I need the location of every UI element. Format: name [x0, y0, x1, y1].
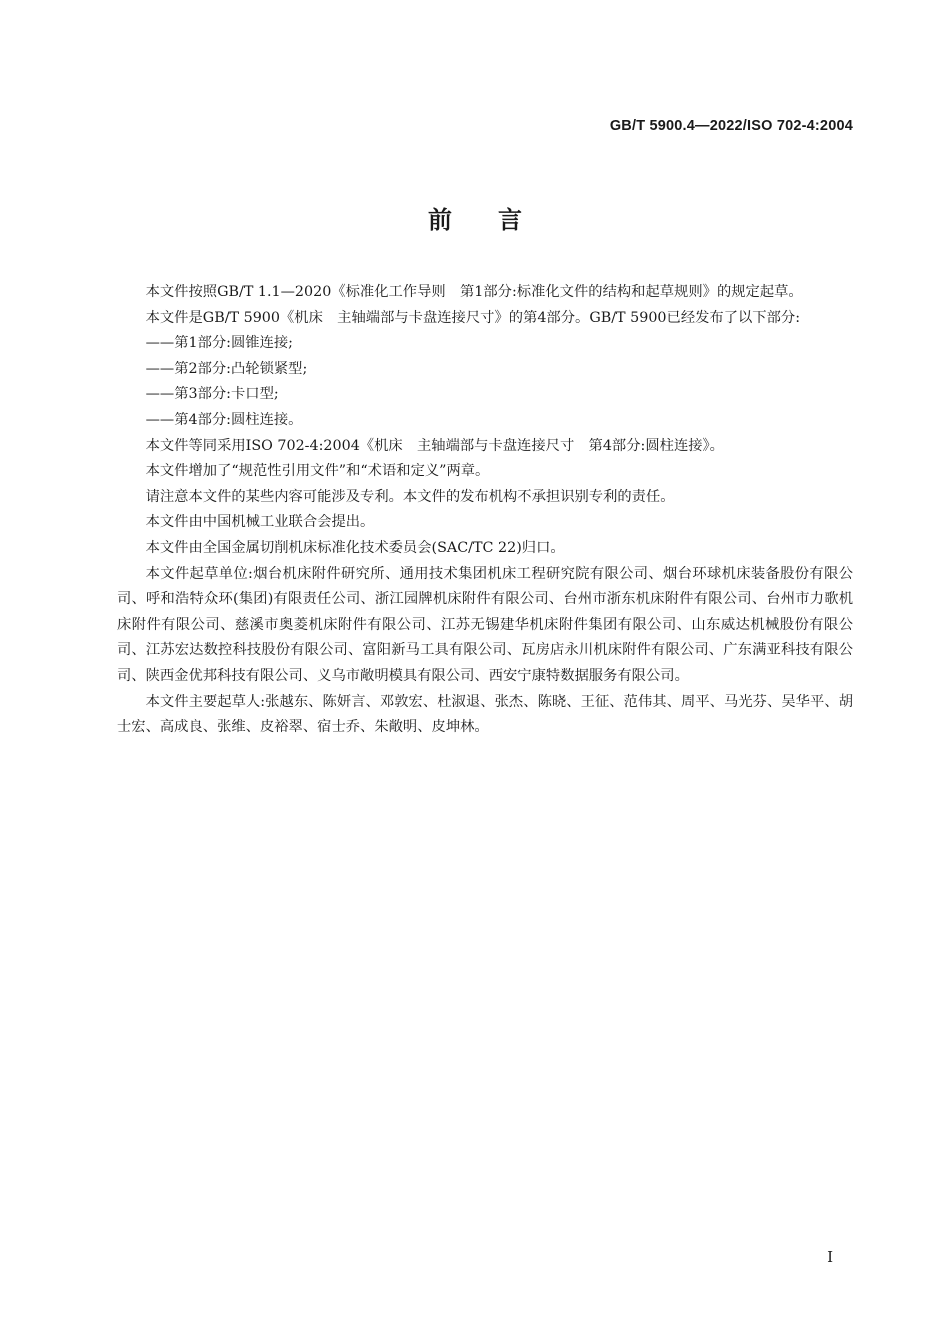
page-number: I: [827, 1248, 833, 1266]
paragraph-part-of-series: 本文件是GB/T 5900《机床 主轴端部与卡盘连接尺寸》的第4部分。GB/T 5900已经发布了以下部分:: [145, 309, 801, 326]
paragraph-committee: 本文件由全国金属切削机床标准化技术委员会(SAC/TC 22)归口。: [145, 539, 565, 556]
foreword-body: [117, 280, 853, 741]
paragraph-iso-adoption: 本文件等同采用ISO 702-4:2004《机床 主轴端部与卡盘连接尺寸 第4部分:圆柱连接》。: [145, 437, 724, 454]
list-item-part-2: ——第2部分:凸轮锁紧型;: [145, 360, 308, 377]
paragraph-added-chapters: 本文件增加了“规范性引用文件”和“术语和定义”两章。: [145, 463, 490, 480]
paragraph-patent-notice: 请注意本文件的某些内容可能涉及专利。本文件的发布机构不承担识别专利的责任。: [145, 488, 675, 505]
page-title: 前言: [428, 206, 568, 234]
list-item-part-3: ——第3部分:卡口型;: [145, 386, 279, 403]
list-item-part-1: ——第1部分:圆锥连接;: [145, 335, 293, 352]
list-item-part-4: ——第4部分:圆柱连接。: [145, 411, 303, 428]
standard-code: GB/T 5900.4—2022/ISO 702-4:2004: [609, 118, 853, 134]
paragraph-drafting-rules: 本文件按照GB/T 1.1—2020《标准化工作导则 第1部分:标准化文件的结构和起草规则》的规定起草。: [145, 284, 803, 300]
paragraph-proposer: 本文件由中国机械工业联合会提出。: [145, 514, 375, 531]
paragraph-drafting-units: 本文件起草单位:烟台机床附件研究所、通用技术集团机床工程研究院有限公司、烟台环球机床装备股份有限公司、呼和浩特众环(集团)有限责任公司、浙江园牌机床附件有限公司、台州市浙东机床附件有限公司、台州市力歌机床附件有限公司、慈溪市奥菱机床附件有限公司、江苏无锡建华机床附件集团有限公司、山东威达机械股份有限公司、江苏宏达数控科技股份有限公司、富阳新马工具有限公司、瓦房店永川机床附件有限公司、广东满亚科技有限公司、陕西金优邦科技有限公司、义乌市敞明模具有限公司、西安宁康特数据服务有限公司。: [117, 565, 853, 684]
paragraph-drafters: 本文件主要起草人:张越东、陈妍言、邓敦宏、杜淑退、张杰、陈晓、王征、范伟其、周平、马光芬、吴华平、胡士宏、高成良、张维、皮裕翠、宿士乔、朱敞明、皮坤林。: [117, 693, 853, 736]
